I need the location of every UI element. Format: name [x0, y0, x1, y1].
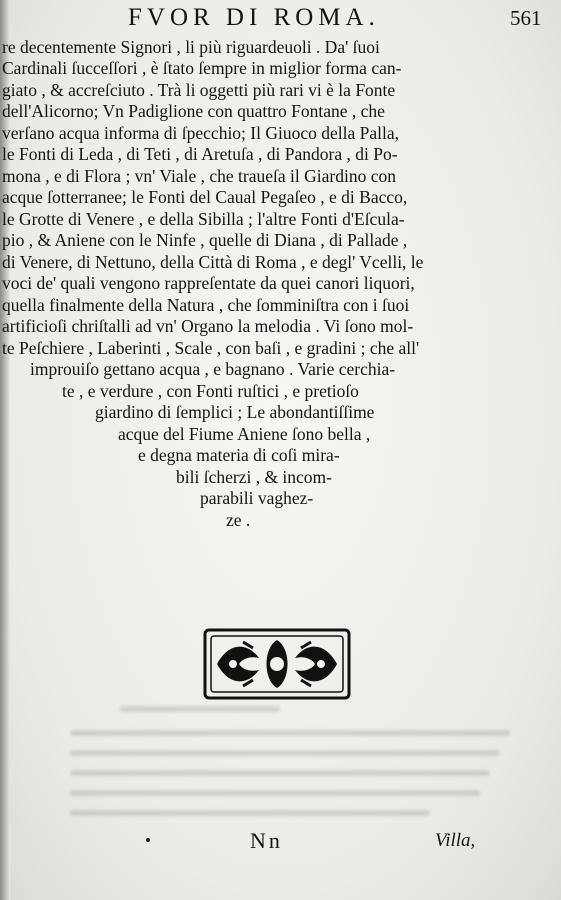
text-line: Cardinali ſucceſſori , è ſtato ſempre in miglior forma can- — [2, 58, 402, 78]
text-line: te , e verdure , con Fonti ruſtici , e pretioſo — [62, 381, 359, 401]
text-line: re decentemente Signori , li più riguardeuoli . Da' ſuoi — [2, 37, 380, 57]
text-line: quella finalmente della Natura , che ſomminiſtra con i ſuoi — [2, 295, 410, 315]
running-head-title: FVOR DI ROMA. — [128, 4, 380, 31]
ink-speck — [146, 838, 150, 842]
text-line: parabili vaghez- — [200, 488, 314, 508]
text-line: e degna materia di coſi mira- — [138, 445, 340, 465]
text-line: te Peſchiere , Laberinti , Scale , con baſi , e gradini ; che all' — [2, 338, 420, 358]
show-through-bleed — [60, 700, 520, 820]
text-line: le Fonti di Leda , di Teti , di Aretuſa , di Pandora , di Po- — [2, 144, 398, 164]
text-line: le Grotte di Venere , e della Sibilla ; l'altre Fonti d'Eſcula- — [2, 209, 405, 229]
text-line: artificioſi chriſtalli ad vn' Organo la melodia . Vi ſono mol- — [2, 316, 414, 336]
signature-mark: Nn — [250, 828, 283, 853]
text-line: mona , e di Flora ; vn' Viale , che traueſa il Giardino con — [2, 166, 396, 186]
text-line: giardino di ſemplici ; Le abondantiſſime — [95, 402, 375, 422]
text-line: bili ſcherzi , & incom- — [176, 467, 332, 487]
text-line: acque del Fiume Aniene ſono bella , — [118, 424, 371, 444]
tailpiece-ornament-icon — [203, 628, 351, 700]
text-line: voci de' quali vengono rappreſentate da quei canori liquori, — [2, 273, 415, 293]
text-line: verſano acqua informa di ſpecchio; Il Giuoco della Palla, — [2, 123, 400, 143]
text-line: di Venere, di Nettuno, della Città di Roma , e degl' Vcelli, le — [2, 252, 424, 272]
text-line: acque ſotterranee; le Fonti del Caual Pegaſeo , e di Bacco, — [2, 187, 408, 207]
text-line: improuiſo gettano acqua , e bagnano . Varie cerchia- — [30, 359, 396, 379]
running-head — [0, 4, 561, 34]
page-number: 561 — [510, 6, 542, 30]
text-line: dell'Alicorno; Vn Padiglione con quattro Fontane , che — [2, 101, 385, 121]
text-line: giato , & accreſciuto . Trà li oggetti più rari vi è la Fonte — [2, 80, 396, 100]
catchword: Villa, — [435, 830, 476, 851]
text-line: pio , & Aniene con le Ninfe , quelle di Diana , di Pallade , — [2, 230, 408, 250]
text-line: ze . — [226, 510, 251, 530]
